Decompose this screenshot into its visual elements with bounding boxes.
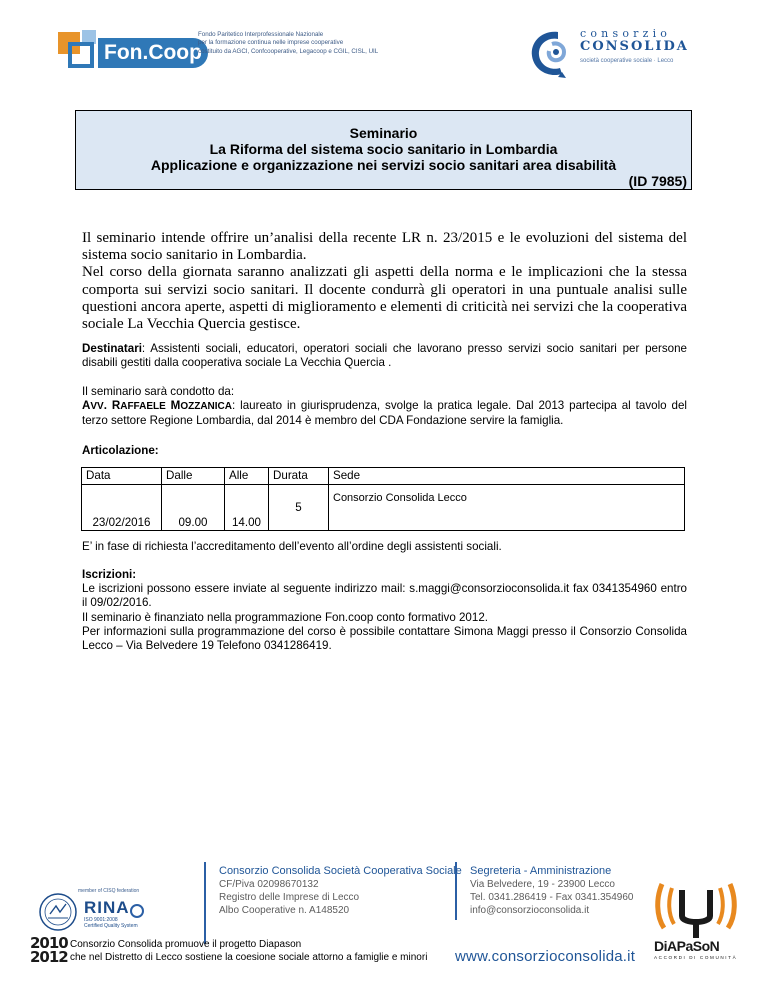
- col-header-alle: Alle: [225, 468, 269, 485]
- diapason-subtitle: ACCORDI DI COMUNITÀ: [654, 955, 738, 960]
- diapason-promo-text: [70, 938, 427, 964]
- contact-heading: Segreteria - Amministrazione: [470, 865, 612, 877]
- tagline-line: costituito da AGCI, Confcooperative, Legacoop e CGIL, CISL, UIL: [198, 47, 379, 55]
- footer-company-info: [219, 865, 462, 917]
- docente-name: AVV. RAFFAELE MOZZANICA: [82, 399, 233, 413]
- logo-square-outline: [68, 42, 94, 68]
- contact-address: Via Belvedere, 19 - 23900 Lecco: [470, 879, 615, 890]
- contact-email: info@consorzioconsolida.it: [470, 905, 590, 916]
- consolida-line2: CONSOLIDA: [580, 39, 689, 54]
- tagline-line: per la formazione continua nelle imprese cooperative: [198, 39, 344, 47]
- iscrizioni-heading: Iscrizioni:: [82, 568, 137, 581]
- consolida-line1: consorzio: [580, 27, 672, 40]
- intro-text: [82, 230, 687, 333]
- rina-word: RINA: [84, 898, 130, 917]
- title-box: [75, 110, 692, 190]
- col-header-sede: Sede: [329, 468, 685, 485]
- cell-dalle: 09.00: [162, 485, 225, 531]
- cell-data: 23/02/2016: [82, 485, 162, 531]
- iqnet-icon: [130, 904, 144, 918]
- rina-caption: member of CISQ federation: [78, 888, 140, 894]
- title-line-3: Applicazione e organizzazione nei servizi socio sanitari area disabilità: [150, 157, 617, 173]
- title-id: (ID 7985): [628, 173, 687, 189]
- conduttore: [82, 385, 687, 429]
- conduttore-intro: Il seminario sarà condotto da:: [82, 385, 235, 398]
- company-name: Consorzio Consolida Società Cooperativa Sociale: [219, 865, 462, 877]
- rina-seal-icon: [38, 892, 78, 932]
- footer-contact-info: [470, 865, 633, 917]
- consolida-logo: [528, 24, 708, 84]
- diapason-promo-line: Consorzio Consolida promuove il progetto Diapason: [70, 939, 302, 950]
- diapason-logo: [652, 880, 740, 966]
- articolazione-heading: Articolazione:: [82, 444, 159, 457]
- cell-sede: Consorzio Consolida Lecco: [329, 485, 685, 531]
- fon-coop-tagline: [198, 31, 378, 56]
- consolida-mark-icon: [528, 28, 574, 80]
- iscrizioni-paragraph-3: Per informazioni sulla programmazione del corso è possibile contattare Simona Maggi presso il Consorzio Consolida Lecco – Via Belvedere 19 Telefono 0341286419.: [82, 624, 687, 653]
- iscrizioni-paragraph-1: Le iscrizioni possono essere inviate al seguente indirizzo mail: s.maggi@consorzioconsolida.it fax 0341354960 entro il 09/02/2016.: [82, 582, 687, 610]
- iscrizioni-paragraph-2: Il seminario è finanziato nella programmazione Fon.coop conto formativo 2012.: [82, 610, 489, 624]
- intro-paragraph-1: Il seminario intende offrire un’analisi della recente LR n. 23/2015 e le evoluzioni del sistema del sistema socio sanitario in Lombardia.: [82, 230, 687, 264]
- title-line-2: La Riforma del sistema socio sanitario in Lombardia: [209, 141, 558, 157]
- iscrizioni: [82, 568, 687, 653]
- cell-alle: 14.00: [225, 485, 269, 531]
- year-end: 2012: [30, 948, 68, 966]
- year-start: 2010: [30, 934, 68, 952]
- destinatari-label: Destinatari: [82, 342, 142, 355]
- tuning-fork-icon: [652, 880, 740, 940]
- rina-certification-logo: [38, 888, 158, 936]
- footer-divider: [204, 862, 206, 944]
- contact-phone: Tel. 0341.286419 - Fax 0341.354960: [470, 892, 634, 903]
- destinatari: [82, 342, 687, 370]
- col-header-dalle: Dalle: [162, 468, 225, 485]
- company-register: Registro delle Imprese di Lecco: [219, 892, 360, 903]
- consolida-line3: società cooperative sociale · Lecco: [580, 58, 674, 64]
- tagline-line: Fondo Paritetico Interprofessionale Nazionale: [198, 31, 324, 38]
- title-line-1: Seminario: [349, 125, 418, 141]
- website-link[interactable]: www.consorzioconsolida.it: [455, 948, 636, 965]
- destinatari-text: : Assistenti sociali, educatori, operatori sociali che lavorano presso servizi socio sanitari per persone disabili gestiti dalla cooperativa sociale La Vecchia Quercia .: [82, 342, 687, 370]
- schedule-table: [81, 467, 685, 531]
- docente-bio: : laureato in giurisprudenza, svolge la pratica legale. Dal 2013 partecipa al tavolo del terzo settore Regione Lombardia, dal 2014 è membro del CDA Fondazione servire la famiglia.: [82, 399, 687, 428]
- diapason-name: DiAPaSoN: [654, 938, 720, 954]
- col-header-durata: Durata: [269, 468, 329, 485]
- project-years: [30, 936, 68, 964]
- col-header-data: Data: [82, 468, 162, 485]
- table-header-row: [82, 468, 685, 485]
- cell-durata: 5: [269, 485, 329, 531]
- company-vat: CF/Piva 02098670132: [219, 879, 319, 890]
- rina-sub1: ISO 9001:2008: [84, 917, 118, 923]
- diapason-promo-line: che nel Distretto di Lecco sostiene la coesione sociale attorno a famiglie e minori: [70, 952, 428, 963]
- fon-coop-wordmark: Fon.Coop: [98, 38, 208, 68]
- intro-paragraph-2: Nel corso della giornata saranno analizzati gli aspetti della norma e le implicazioni che la stessa comporta sui servizi socio sanitari. Il docente condurrà gli operatori in una puntuale analisi sulle questioni ancora aperte, aspetti di miglioramento e elementi di criticità nei servizi che la cooperativa sociale La Vecchia Quercia gestisce.: [82, 264, 687, 333]
- rina-sub2: Certified Quality System: [84, 923, 138, 929]
- company-albo: Albo Cooperative n. A148520: [219, 905, 350, 916]
- fon-coop-logo: [58, 30, 379, 76]
- table-row: [82, 485, 685, 531]
- accreditamento-note: E’ in fase di richiesta l’accreditamento dell’evento all’ordine degli assistenti sociali.: [82, 540, 502, 553]
